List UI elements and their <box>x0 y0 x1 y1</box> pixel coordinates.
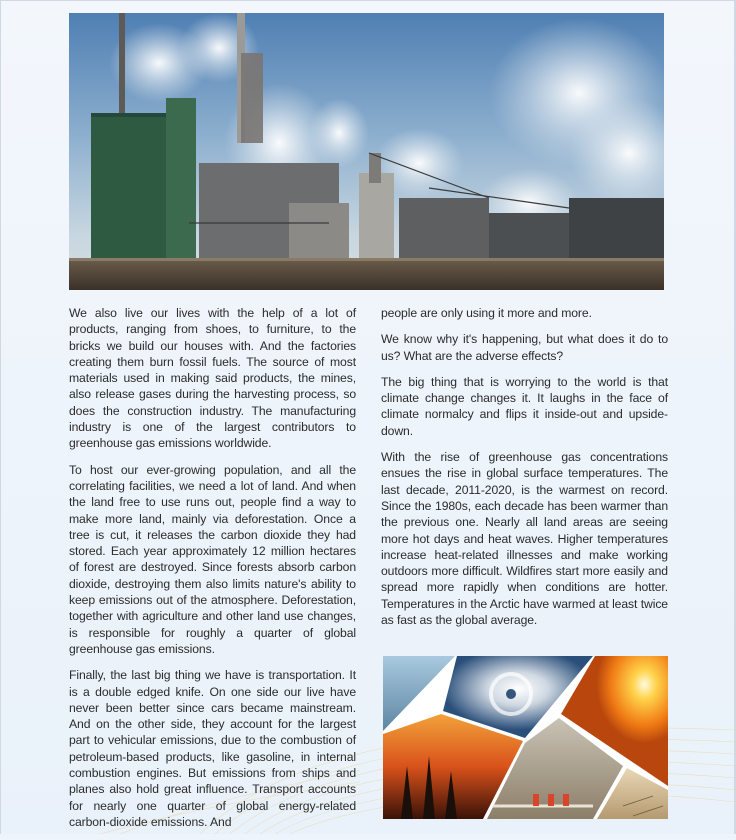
paragraph-question: We know why it's happening, but what does it do to us? What are the adverse effects? <box>381 332 668 363</box>
paragraph-climate-change: The big thing that is worrying to the world is that climate change changes it. It laughs in the face of climate normalcy and flips it inside-out and upside-down. <box>381 374 668 438</box>
paragraph-transportation: Finally, the last big thing we have is transportation. It is a double edged knife. On one side our live have never been better since cars became mainstream. And on the other side, they account for the largest part to vehicular emissions, due to the combustion of petroleum-based products, like gasoline, in internal combustion engines. But emissions from ships and planes also hold great influence. Transport accounts for nearly one quarter of global energy-related carbon-dioxide emissions. And <box>69 668 356 829</box>
industrial-factory-smokestacks-photo <box>69 13 664 290</box>
page-border-left <box>0 0 1 834</box>
paragraph-temperatures: With the rise of greenhouse gas concentrations ensues the rise in global surface temperatures. The last decade, 2011-2020, is the warmest on record. Since the 1980s, each decade has been warmer than the previous one. Nearly all land areas are seeing more hot days and heat waves. Higher temperatures increase heat-related illnesses and make working outdoors more difficult. Wildfires start more easily and spread more rapidly when conditions are hotter. Temperatures in the Arctic have warmed at least twice as fast as the global average. <box>381 450 668 628</box>
page-border-top <box>0 0 736 1</box>
paragraph-manufacturing: We also live our lives with the help of a lot of products, ranging from shoes, to furniture, to the bricks we build our houses with. And the factories creating them burn fossil fuels. The source of most materials used in making said products, the mines, also release gases during the harvesting process, so does the construction industry. The manufacturing industry is one of the largest contributors to greenhouse gas emissions worldwide. <box>69 306 356 451</box>
left-text-column <box>69 305 356 840</box>
climate-disasters-collage-photo <box>383 656 668 819</box>
paragraph-deforestation: To host our ever-growing population, and all the correlating facilities, we need a lot of land. And when the land free to use runs out, people find a way to make more land, mainly via deforestation. Once a tree is cut, it releases the carbon dioxide they had stored. Each year approximately 12 million hectares of forest are destroyed. Since forests absorb carbon dioxide, destroying them also limits nature's ability to keep emissions out of the atmosphere. Deforestation, together with agriculture and other land use changes, is responsible for roughly a quarter of global greenhouse gas emissions. <box>69 462 356 656</box>
paragraph-continuation: people are only using it more and more. <box>381 306 592 320</box>
right-text-column <box>381 305 668 638</box>
